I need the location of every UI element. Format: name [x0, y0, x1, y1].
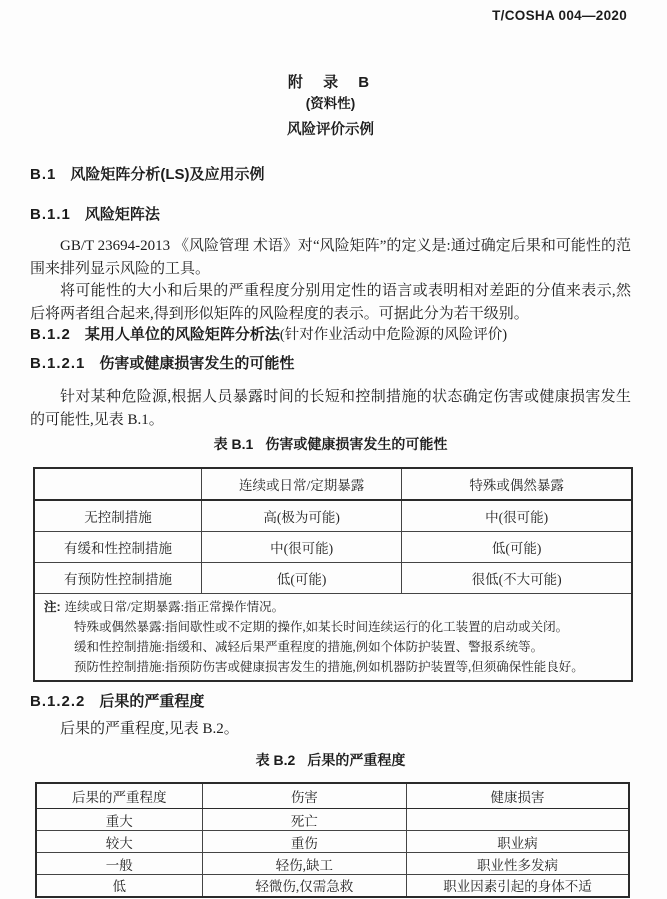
table-cell: 中(很可能) [402, 500, 632, 531]
heading-number: B.1.2.1 [30, 355, 86, 372]
heading-number: B.1 [30, 166, 57, 183]
table-cell: 低(可能) [402, 531, 632, 562]
table-header-cell: 健康损害 [407, 783, 629, 809]
heading-text: 后果的严重程度 [99, 692, 205, 710]
heading-text: 某用人单位的风险矩阵分析法 [84, 326, 280, 343]
heading-number: B.1.2 [30, 326, 71, 343]
table-b1 [33, 467, 633, 682]
table-cell: 有预防性控制措施 [34, 562, 201, 593]
table-cell: 低 [36, 875, 202, 897]
table-b2-label: 表 B.2 [255, 751, 296, 768]
note-line: 预防性控制措施:指预防伤害或健康损害发生的措施,例如机器防护装置等,但须确保性能良好。 [74, 659, 584, 674]
paragraph-definition: GB/T 23694-2013 《风险管理 术语》对“风险矩阵”的定义是:通过确定后果和可能性的范围来排列显示风险的工具。 [30, 238, 631, 277]
table-cell: 重伤 [202, 831, 407, 853]
table-b1-label: 表 B.1 [213, 436, 254, 452]
table-row [36, 809, 629, 831]
table-cell [407, 809, 629, 831]
table-cell: 轻微伤,仅需急救 [202, 875, 407, 897]
paragraph-likelihood: 针对某种危险源,根据人员暴露时间的长短和控制措施的状态确定伤害或健康损害发生的可能性,见表 B.1。 [30, 389, 631, 428]
table-cell: 死亡 [202, 809, 407, 831]
table-b1-title [30, 434, 631, 454]
table-cell: 低(可能) [201, 562, 401, 593]
doc-code: T/COSHA 004—2020 [492, 8, 627, 23]
table-header-cell: 后果的严重程度 [36, 783, 202, 809]
table-cell: 有缓和性控制措施 [34, 531, 201, 562]
heading-b121 [30, 354, 631, 374]
table-header-row [34, 468, 632, 500]
table-cell: 职业病 [407, 831, 629, 853]
table-cell: 中(很可能) [201, 531, 401, 562]
heading-b11 [30, 205, 631, 225]
heading-number: B.1.1 [30, 206, 71, 223]
table-header-row [36, 783, 629, 809]
note-text: 连续或日常/定期暴露:指正常操作情况。 [64, 599, 285, 614]
heading-b122 [30, 692, 631, 712]
paragraph-severity: 后果的严重程度,见表 B.2。 [60, 720, 239, 737]
heading-b12 [30, 325, 631, 345]
heading-number: B.1.2.2 [30, 692, 86, 710]
table-header-cell: 连续或日常/定期暴露 [201, 468, 401, 500]
table-header-cell [34, 468, 201, 500]
table-header-cell: 特殊或偶然暴露 [402, 468, 632, 500]
heading-note: (针对作业活动中危险源的风险评价) [279, 327, 508, 343]
table-cell: 较大 [36, 831, 202, 853]
table-cell: 重大 [36, 809, 202, 831]
table-row [36, 853, 629, 875]
table-b2-caption: 后果的严重程度 [307, 751, 406, 768]
table-cell: 很低(不大可能) [402, 562, 632, 593]
table-cell: 高(极为可能) [201, 500, 401, 531]
table-row [34, 531, 632, 562]
table-cell: 一般 [36, 853, 202, 875]
note-label: 注: [44, 599, 61, 614]
table-notes [34, 593, 632, 681]
table-cell: 职业性多发病 [407, 853, 629, 875]
table-b2 [35, 782, 630, 898]
table-cell: 轻伤,缺工 [202, 853, 407, 875]
note-line: 特殊或偶然暴露:指间歇性或不定期的操作,如某长时间连续运行的化工装置的启动或关闭。 [74, 619, 569, 634]
paragraph-matrix-method: 将可能性的大小和后果的严重程度分别用定性的语言或表明相对差距的分值来表示,然后将两者组合起来,得到形似矩阵的风险程度的表示。可据此分为若干级别。 [30, 283, 631, 322]
table-row [36, 875, 629, 897]
note-line [44, 597, 623, 617]
appendix-label: 附 录 B [287, 74, 374, 91]
heading-text: 风险矩阵法 [84, 206, 160, 223]
table-cell: 无控制措施 [34, 500, 201, 531]
heading-b1 [30, 165, 631, 185]
table-row [36, 831, 629, 853]
table-row [34, 562, 632, 593]
table-b1-caption: 伤害或健康损害发生的可能性 [265, 436, 448, 452]
table-header-cell: 伤害 [202, 783, 407, 809]
table-row [34, 500, 632, 531]
table-b2-title [30, 750, 631, 770]
heading-text: 伤害或健康损害发生的可能性 [99, 355, 295, 372]
table-notes-row [34, 593, 632, 681]
table-cell: 职业因素引起的身体不适 [407, 875, 629, 897]
appendix-title: 风险评价示例 [287, 122, 374, 138]
appendix-type: (资料性) [305, 96, 356, 111]
note-line: 缓和性控制措施:指缓和、减轻后果严重程度的措施,例如个体防护装置、警报系统等。 [74, 639, 544, 654]
heading-text: 风险矩阵分析(LS)及应用示例 [70, 166, 265, 183]
